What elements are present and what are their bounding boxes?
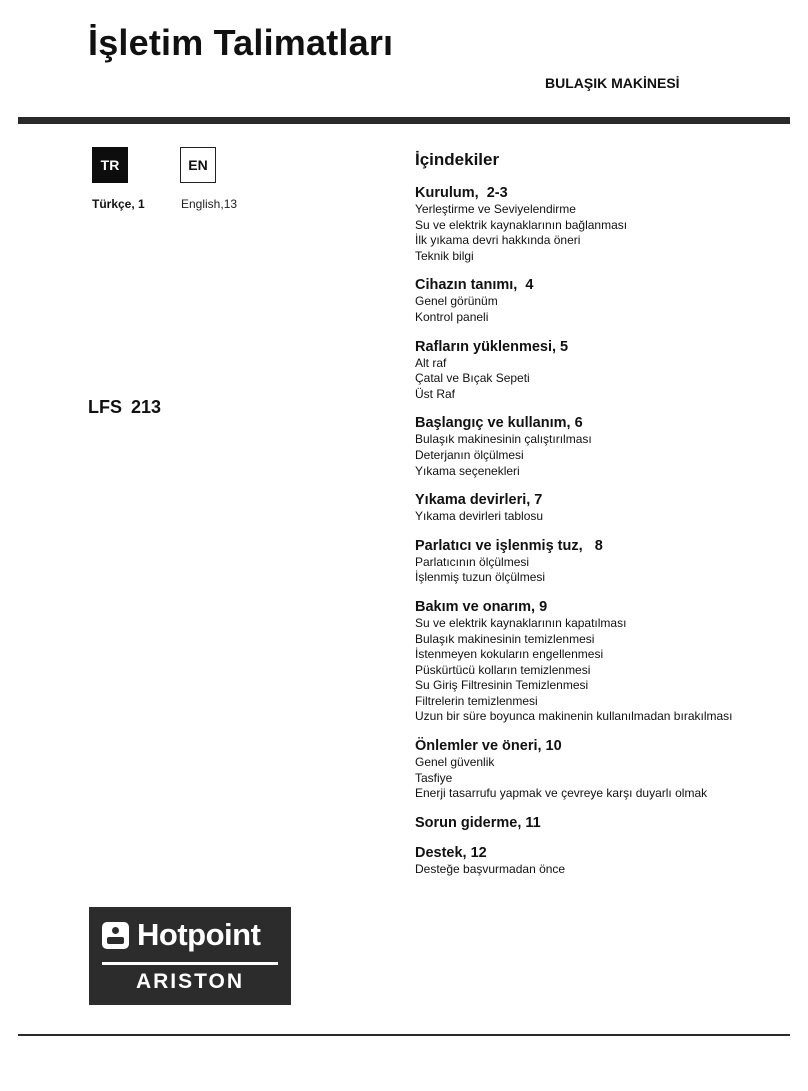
language-tab-en[interactable]: EN [180,147,216,183]
toc-entry[interactable]: Desteğe başvurmadan önce [415,861,566,876]
toc-section-heading[interactable]: Destek, 12 [415,844,487,861]
toc-entry[interactable]: Tasfiye [415,770,453,785]
toc-section-heading[interactable]: Rafların yüklenmesi, 5 [415,338,569,355]
toc-section [415,276,795,325]
document-subtitle: BULAŞIK MAKİNESİ [545,75,680,91]
logo-divider [102,962,278,965]
toc-section [415,844,795,878]
toc-section-heading[interactable]: Başlangıç ve kullanım, 6 [415,415,583,432]
toc-section [415,184,795,264]
toc-entry[interactable]: Deterjanın ölçülmesi [415,447,524,462]
toc-sections [415,184,795,877]
toc-section [415,737,795,802]
toc-entry[interactable]: Parlatıcının ölçülmesi [415,554,530,569]
toc-entry[interactable]: Su Giriş Filtresinin Temizlenmesi [415,678,589,693]
toc-entry[interactable]: İlk yıkama devri hakkında öneri [415,233,581,248]
toc-entry[interactable]: Yerleştirme ve Seviyelendirme [415,202,576,216]
table-of-contents [415,150,795,889]
toc-section [415,814,795,832]
toc-entry[interactable]: Kontrol paneli [415,309,489,324]
language-caption-en: English,13 [181,197,238,211]
logo-sub-brand: ARISTON [135,970,245,993]
toc-section-heading[interactable]: Bakım ve onarım, 9 [415,598,548,615]
toc-entry[interactable]: Su ve elektrik kaynaklarının kapatılması [415,615,627,630]
toc-entry[interactable]: Genel görünüm [415,294,498,309]
toc-section [415,598,795,725]
toc-section-heading[interactable]: Parlatıcı ve işlenmiş tuz, 8 [415,537,603,554]
toc-entry[interactable]: Çatal ve Bıçak Sepeti [415,371,530,386]
toc-section [415,537,795,586]
language-caption-tr: Türkçe, 1 [92,197,145,211]
toc-entry[interactable]: Filtrelerin temizlenmesi [415,693,538,708]
brand-logo [89,907,291,1005]
model-number: LFS 213 [88,397,162,417]
toc-section [415,414,795,479]
toc-section-heading[interactable]: Kurulum, 2-3 [415,185,508,201]
toc-entry[interactable]: Bulaşık makinesinin temizlenmesi [415,631,595,646]
bottom-divider [18,1034,790,1036]
toc-entry[interactable]: Bulaşık makinesinin çalıştırılması [415,432,592,447]
page-title: İşletim Talimatları [88,22,394,63]
toc-entry[interactable]: Su ve elektrik kaynaklarının bağlanması [415,217,628,232]
language-tab-tr[interactable]: TR [92,147,128,183]
top-divider [18,117,790,124]
toc-section-heading[interactable]: Cihazın tanımı, 4 [415,277,534,294]
toc-entry[interactable]: Genel güvenlik [415,755,495,770]
toc-section-heading[interactable]: Yıkama devirleri, 7 [415,492,543,509]
toc-section [415,491,795,525]
toc-entry[interactable]: İşlenmiş tuzun ölçülmesi [415,570,546,585]
toc-title: İçindekiler [415,150,500,169]
toc-entry[interactable]: Yıkama seçenekleri [415,463,520,478]
hotpoint-logo-icon [102,922,129,949]
toc-entry[interactable]: İstenmeyen kokuların engellenmesi [415,647,604,662]
toc-section-heading[interactable]: Sorun giderme, 11 [415,814,541,831]
toc-section [415,338,795,403]
toc-entry[interactable]: Alt raf [415,355,447,370]
toc-entry[interactable]: Yıkama devirleri tablosu [415,509,544,524]
toc-entry[interactable]: Enerji tasarrufu yapmak ve çevreye karşı duyarlı olmak [415,786,708,801]
toc-entry[interactable]: Püskürtücü kolların temizlenmesi [415,662,591,677]
toc-entry[interactable]: Üst Raf [415,386,456,401]
toc-section-heading[interactable]: Önlemler ve öneri, 10 [415,738,562,755]
toc-entry[interactable]: Uzun bir süre boyunca makinenin kullanılmadan bırakılması [415,709,733,724]
toc-entry[interactable]: Teknik bilgi [415,248,474,263]
logo-brand-name: Hotpoint [137,917,261,952]
